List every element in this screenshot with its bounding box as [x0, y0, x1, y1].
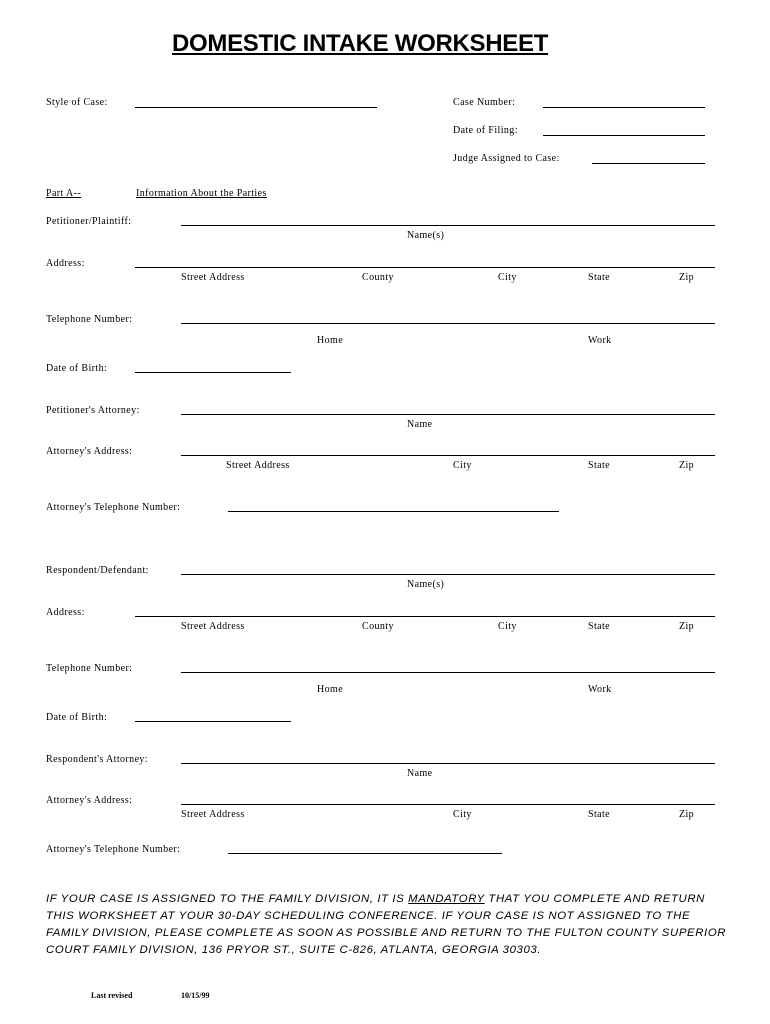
petitioner-label: Petitioner/Plaintiff:	[46, 216, 132, 227]
petitioner-attorney-label: Petitioner's Attorney:	[46, 405, 140, 416]
zip-caption: Zip	[679, 272, 695, 283]
petitioner-attorney-address-label: Attorney's Address:	[46, 446, 133, 457]
petitioner-attorney-phone-field[interactable]	[228, 511, 559, 512]
work-caption: Work	[588, 335, 612, 346]
petitioner-attorney-address-field[interactable]	[181, 455, 715, 456]
notice-part-2: THAT YOU COMPLETE AND RETURN THIS WORKSHEET AT YOUR 30-DAY SCHEDULING CONFERENCE. IF YOUR CASE IS NOT ASSIGNED TO THE FAMILY DIVISION, PLEASE COMPLETE AS SOON AS POSSIBLE AND RETURN TO THE FULTON COUNTY SUPERIOR COURT FAMILY DIVISION, 136 PRYOR ST., SUITE C-826, ATLANTA, GEORGIA 30303.	[46, 893, 727, 956]
respondent-phone-label: Telephone Number:	[46, 663, 133, 674]
notice-mandatory: MANDATORY	[408, 893, 485, 905]
county-caption: County	[362, 621, 394, 632]
notice-part-1: IF YOUR CASE IS ASSIGNED TO THE FAMILY DIVISION, IT IS	[46, 893, 409, 905]
zip-caption: Zip	[679, 621, 695, 632]
respondent-name-field[interactable]	[181, 574, 715, 575]
respondent-attorney-field[interactable]	[181, 763, 715, 764]
petitioner-phone-field[interactable]	[181, 323, 715, 324]
state-caption: State	[588, 272, 610, 283]
home-caption: Home	[317, 684, 344, 695]
county-caption: County	[362, 272, 394, 283]
street-address-caption: Street Address	[181, 272, 245, 283]
attorney-name-caption: Name	[407, 768, 433, 779]
style-of-case-label: Style of Case:	[46, 97, 108, 108]
attorney-name-caption: Name	[407, 419, 433, 430]
notice-paragraph	[46, 891, 736, 959]
city-caption: City	[498, 621, 517, 632]
respondent-dob-label: Date of Birth:	[46, 712, 108, 723]
petitioner-address-label: Address:	[46, 258, 85, 269]
petitioner-attorney-field[interactable]	[181, 414, 715, 415]
date-of-filing-field[interactable]	[543, 135, 705, 136]
petitioner-phone-label: Telephone Number:	[46, 314, 133, 325]
street-address-caption: Street Address	[181, 621, 245, 632]
case-number-label: Case Number:	[453, 97, 516, 108]
part-a-title: Information About the Parties	[136, 188, 267, 199]
petitioner-attorney-phone-label: Attorney's Telephone Number:	[46, 502, 181, 513]
page-title: DOMESTIC INTAKE WORKSHEET	[172, 30, 549, 57]
part-a-label: Part A--	[46, 188, 82, 199]
respondent-attorney-phone-field[interactable]	[228, 853, 502, 854]
respondent-label: Respondent/Defendant:	[46, 565, 149, 576]
city-caption: City	[453, 460, 472, 471]
street-address-caption: Street Address	[226, 460, 290, 471]
respondent-address-label: Address:	[46, 607, 85, 618]
city-caption: City	[453, 809, 472, 820]
judge-assigned-field[interactable]	[592, 163, 705, 164]
petitioner-name-caption: Name(s)	[407, 230, 445, 241]
state-caption: State	[588, 460, 610, 471]
petitioner-address-field[interactable]	[135, 267, 715, 268]
respondent-attorney-label: Respondent's Attorney:	[46, 754, 148, 765]
zip-caption: Zip	[679, 460, 695, 471]
last-revised-label: Last revised	[91, 991, 133, 1000]
respondent-attorney-phone-label: Attorney's Telephone Number:	[46, 844, 181, 855]
last-revised-date: 10/15/99	[181, 991, 210, 1000]
home-caption: Home	[317, 335, 344, 346]
respondent-dob-field[interactable]	[135, 721, 291, 722]
judge-assigned-label: Judge Assigned to Case:	[453, 153, 560, 164]
date-of-filing-label: Date of Filing:	[453, 125, 518, 136]
respondent-phone-field[interactable]	[181, 672, 715, 673]
style-of-case-field[interactable]	[135, 107, 377, 108]
case-number-field[interactable]	[543, 107, 705, 108]
respondent-attorney-address-field[interactable]	[181, 804, 715, 805]
state-caption: State	[588, 809, 610, 820]
zip-caption: Zip	[679, 809, 695, 820]
respondent-attorney-address-label: Attorney's Address:	[46, 795, 133, 806]
city-caption: City	[498, 272, 517, 283]
petitioner-dob-field[interactable]	[135, 372, 291, 373]
street-address-caption: Street Address	[181, 809, 245, 820]
respondent-name-caption: Name(s)	[407, 579, 445, 590]
petitioner-dob-label: Date of Birth:	[46, 363, 108, 374]
petitioner-name-field[interactable]	[181, 225, 715, 226]
state-caption: State	[588, 621, 610, 632]
work-caption: Work	[588, 684, 612, 695]
respondent-address-field[interactable]	[135, 616, 715, 617]
